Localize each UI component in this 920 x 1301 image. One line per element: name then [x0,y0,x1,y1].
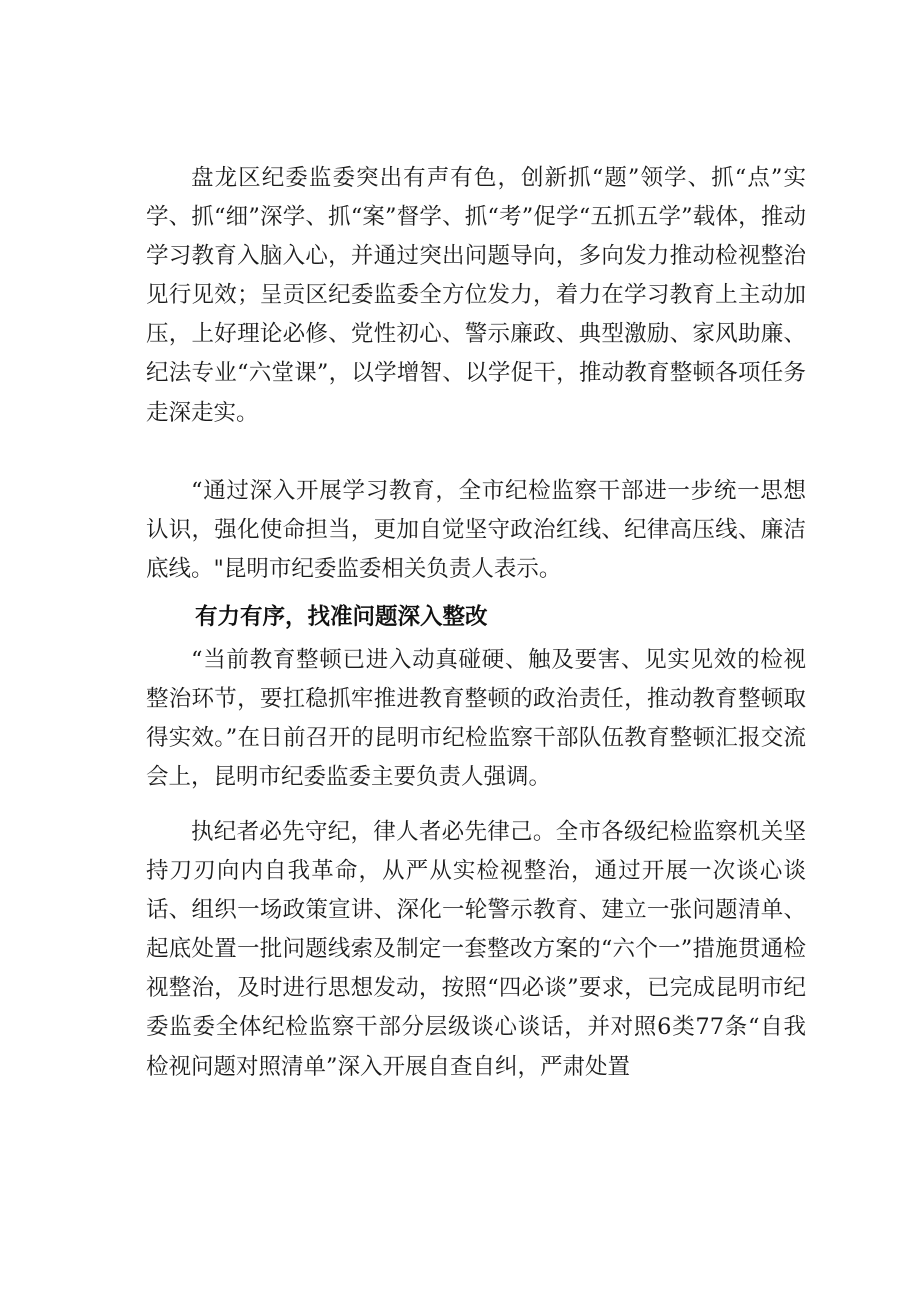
body-paragraph: 执纪者必先守纪，律人者必先律己。全市各级纪检监察机关坚持刀刃向内自我革命，从严从实检视整治，通过开展一次谈心谈话、组织一场政策宣讲、深化一轮警示教育、建立一张问题清单、起底处置一批问题线索及制定一套整改方案的“六个一”措施贯通检视整治，及时进行思想发动，按照“四必谈”要求，已完成昆明市纪委监委全体纪检监察干部分层级谈心谈话，并对照6类77条“自我检视问题对照清单”深入开展自查自纠，严肃处置 [146,819,806,1080]
body-paragraph: 盘龙区纪委监委突出有声有色，创新抓“题”领学、抓“点”实学、抓“细”深学、抓“案”督学、抓“考”促学“五抓五学”载体，推动学习教育入脑入心，并通过突出问题导向，多向发力推动检视整治见行见效；呈贡区纪委监委全方位发力，着力在学习教育上主动加压，上好理论必修、党性初心、警示廉政、典型激励、家风助廉、纪法专业“六堂课”，以学增智、以学促干，推动教育整顿各项任务走深走实。 [146,165,806,426]
body-paragraph: “通过深入开展学习教育，全市纪检监察干部进一步统一思想认识，强化使命担当，更加自觉坚守政治红线、纪律高压线、廉洁底线。"昆明市纪委监委相关负责人表示。 [146,478,806,583]
section-heading: 有力有序，找准问题深入整改 [195,604,488,630]
body-paragraph: “当前教育整顿已进入动真碰硬、触及要害、见实见效的检视整治环节，要扛稳抓牢推进教育整顿的政治责任，推动教育整顿取得实效。”在日前召开的昆明市纪检监察干部队伍教育整顿汇报交流会上，昆明市纪委监委主要负责人强调。 [146,647,806,791]
